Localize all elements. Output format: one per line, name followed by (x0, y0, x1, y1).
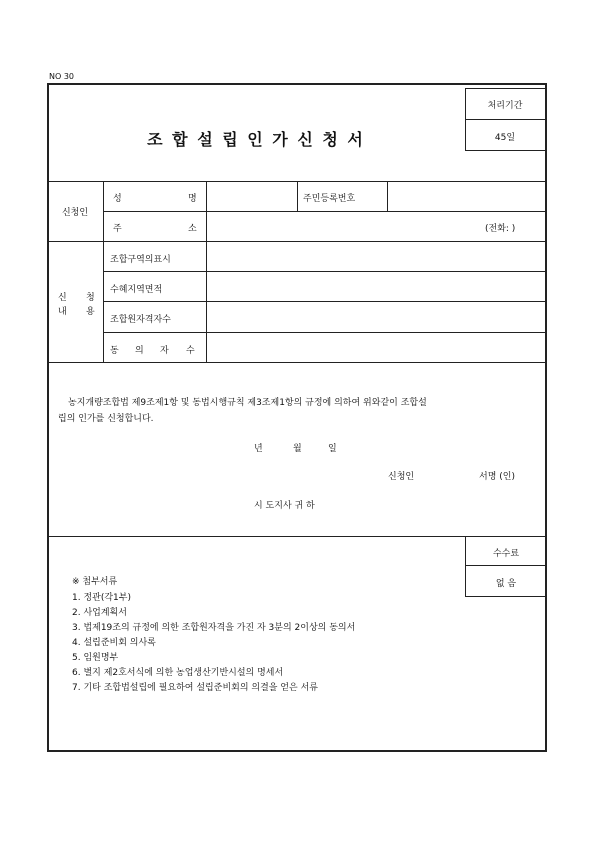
name-field[interactable] (207, 182, 296, 210)
benefit-area-field[interactable] (207, 272, 545, 300)
content-bottom-rule (47, 362, 547, 363)
applicant-sign-label: 신청인 (388, 472, 415, 482)
id-label-left-border (297, 181, 298, 211)
content-section-char1: 신 (58, 293, 67, 303)
processing-period-label: 처리기간 (487, 101, 523, 111)
fee-box-bottom (465, 596, 547, 597)
consent-label-char3: 자 (160, 346, 169, 356)
name-label-part1: 성 (113, 194, 122, 204)
attachments-top-rule (47, 536, 547, 537)
content-section-char2: 청 (86, 293, 95, 303)
consent-label-char1: 동 (110, 346, 119, 356)
date-year: 년 (254, 444, 263, 454)
union-area-field[interactable] (207, 242, 545, 270)
processing-box-top (465, 88, 545, 89)
date-day: 일 (328, 444, 337, 454)
attachment-item-3: 3. 법제19조의 규정에 의한 조합원자격을 가진 자 3분의 2이상의 동의서 (72, 623, 356, 633)
name-label-part2: 명 (188, 194, 197, 204)
processing-box-bottom (465, 150, 545, 151)
address-label-part1: 주 (113, 224, 122, 234)
consent-label-char2: 의 (135, 346, 144, 356)
signature-seal-label: 서명 (인) (479, 472, 515, 482)
fee-label: 수수료 (492, 549, 520, 559)
form-title: 조 합 설 립 인 가 신 청 서 (147, 130, 365, 149)
eligible-members-field[interactable] (207, 302, 545, 331)
date-month: 월 (293, 444, 302, 454)
attachment-item-1: 1. 정관(각1부) (72, 593, 131, 603)
resident-id-label: 주민등록번호 (303, 194, 356, 204)
benefit-area-label: 수혜지역면적 (110, 285, 163, 295)
attachments-heading: ※ 첨부서류 (72, 577, 118, 587)
applicant-section-label: 신청인 (61, 208, 89, 218)
statement-line-1: 농지개량조합법 제9조제1항 및 동법시행규칙 제3조제1항의 규정에 의하여 위와같이 조합설 (68, 398, 427, 408)
processing-period-value: 45일 (494, 133, 516, 143)
content-section-char3: 내 (58, 307, 67, 317)
processing-box-middle (465, 119, 545, 120)
attachment-item-7: 7. 기타 조합법설립에 필요하여 설립준비회의 의결을 얻은 서류 (72, 683, 318, 693)
fee-box-middle (465, 565, 547, 566)
eligible-members-label: 조합원자격자수 (110, 315, 171, 325)
fee-value: 없 음 (495, 579, 517, 589)
address-label-part2: 소 (188, 224, 197, 234)
consent-count-field[interactable] (207, 333, 545, 361)
consent-label-char4: 수 (186, 346, 195, 356)
union-area-label: 조합구역의표시 (110, 255, 171, 265)
address-field[interactable] (207, 212, 477, 240)
attachment-item-4: 4. 설립준비회 의사록 (72, 638, 156, 648)
resident-id-field[interactable] (388, 182, 545, 210)
processing-box-right-border (545, 88, 546, 150)
content-section-char4: 용 (86, 307, 95, 317)
attachment-item-6: 6. 별지 제2호서식에 의한 농업생산기반시설의 명세서 (72, 668, 284, 678)
statement-line-2: 립의 인가를 신청합니다. (58, 414, 154, 424)
attachment-item-5: 5. 임원명부 (72, 653, 119, 663)
attachment-item-2: 2. 사업계획서 (72, 608, 127, 618)
form-number: NO 30 (49, 72, 75, 81)
recipient-label: 시 도지사 귀 하 (254, 501, 315, 511)
phone-label: (전화: ) (485, 224, 516, 234)
